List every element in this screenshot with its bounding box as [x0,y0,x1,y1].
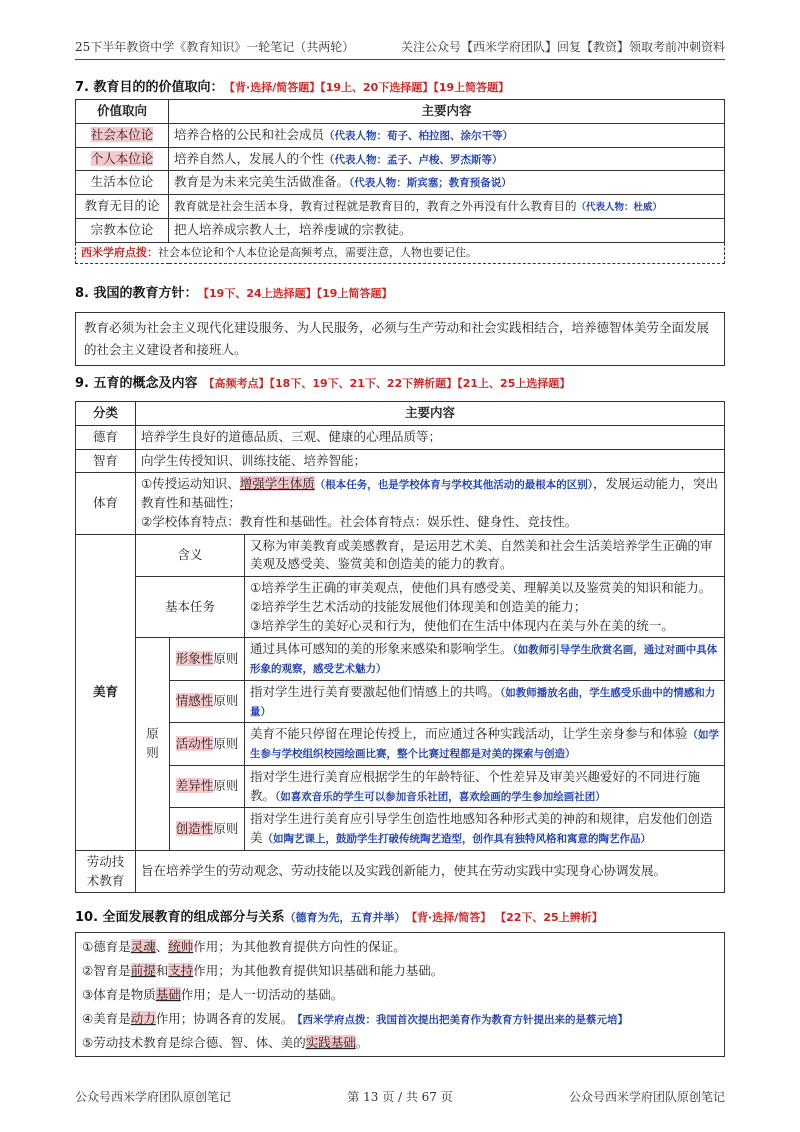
footer-left: 公众号西米学府团队原创笔记 [75,1090,232,1104]
meiyu-sub-label: 原则 [136,638,170,851]
orientation-name: 社会本位论 [90,126,154,142]
section-10-tag: 【背·选择/简答】 【22下、25上辨析】 [411,911,603,924]
table-row [76,765,725,808]
orientation-text: 把人培养成宗教人士，培养虔诚的宗教徒。 [169,218,725,242]
table-row [76,473,725,534]
orientation-text: 教育是为未来完美生活做准备。 [174,174,350,190]
principle-text: 指对学生进行美育要激起他们情感上的共鸣。 [250,683,501,699]
table-row [76,638,725,681]
principle-suffix: 原则 [213,778,239,794]
section-8-tag: 【19下、24上选择题】【19上简答题】 [203,287,393,300]
orientation-name: 教育无目的论 [76,195,169,219]
orientation-example: （代表人物：杜威） [576,201,663,213]
section-9-tag: 【高频考点】【18下、19下、21下、22下辨析题】【21上、25上选择题】 [203,377,571,390]
table-note-row [76,242,725,264]
orientation-example: （代表人物：斯宾塞；教育预备说） [349,177,512,190]
footer-right: 公众号西米学府团队原创笔记 [568,1090,725,1104]
category-text: 旨在培养学生的劳动观念、劳动技能以及实践创新能力，使其在劳动实践中实现身心协调发展。 [136,850,725,893]
relation-line: ②智育是前提和支持作用；为其他教育提供知识基础和能力基础。 [82,962,444,978]
orientation-name: 生活本位论 [76,171,169,195]
table-row [76,123,725,147]
header-right: 关注公众号【西米学府团队】回复【教资】领取考前冲刺资料 [400,40,725,54]
orientation-name: 宗教本位论 [76,218,169,242]
page-number: 第 13 页 / 共 67 页 [347,1090,453,1104]
principle-suffix: 原则 [213,650,239,666]
principle-name: 创造性 [175,820,214,836]
header-left: 25下半年教资中学《教育知识》一轮笔记（共两轮） [75,40,355,54]
category-name: 智育 [76,449,136,473]
category-name: 美育 [76,534,136,850]
task-item: ①培养学生正确的审美观点，使他们具有感受美、理解美以及鉴赏美的知识和能力。 [250,580,712,595]
category-text: 培养学生良好的道德品质、三观、健康的心理品质等； [136,425,725,449]
note-label: 【西米学府点拨： [297,1013,376,1026]
page-header [75,38,725,60]
section-7-title: 7. 教育目的的价值取向： [75,80,224,95]
table-row [76,195,725,219]
note-text: 我国首次提出把美育作为教育方针提出来的是蔡元培】 [376,1013,628,1026]
meiyu-definition: 又称为审美教育或美感教育，是运用艺术美、自然美和社会生活美培养学生正确的审美观及感受美、鉴赏美和创造美的能力的教育。 [245,534,725,577]
value-orientation-table [75,99,725,264]
note-label: 西米学府点拨： [81,245,158,259]
relation-line: ④美育是动力作用；协调各育的发展。 【西米学府点拨：我国首次提出把美育作为教育方针提出来的是蔡元培】 [82,1010,628,1026]
meiyu-tasks [245,577,725,638]
category-text: 向学生传授知识、训练技能、培养智能； [136,449,725,473]
table-row [76,850,725,893]
education-policy-box: 教育必须为社会主义现代化建设服务、为人民服务，必须与生产劳动和社会实践相结合，培养德智体美劳全面发展的社会主义建设者和接班人。 [75,312,725,366]
category-name: 德育 [76,425,136,449]
table-row [76,218,725,242]
table-row [76,171,725,195]
meiyu-sub-label: 基本任务 [136,577,245,638]
table-row [76,577,725,638]
tiyu-text: ①传授运动知识、 [141,476,240,492]
orientation-text: 培养自然人，发展人的个性 [174,150,325,166]
table-row [76,147,725,171]
principle-suffix: 原则 [213,820,239,836]
col-header-orientation: 价值取向 [76,100,169,124]
tiyu-text: ，发展运动能力，突出教育性和基础性； [141,476,718,510]
section-7-tag: 【背·选择/简答题】【19上、20下选择题】【19上简答题】 [229,81,510,94]
section-10-title: 10. 全面发展教育的组成部分与关系 [75,910,285,925]
section-8-heading [75,282,392,301]
table-row [76,534,725,577]
principle-name: 情感性 [175,693,214,709]
task-item: ③培养学生的美好心灵和行为，使他们在生活中体现内在美与外在美的统一。 [250,617,674,633]
principle-suffix: 原则 [213,693,239,709]
principle-example: （如学生参与学校组织校园绘画比赛，整个比赛过程都是对美的探索与创造） [250,729,720,760]
table-row [76,723,725,766]
col-header-content: 主要内容 [169,100,725,124]
category-text [136,473,725,534]
orientation-text: 教育就是社会生活本身，教育过程就是教育目的，教育之外再没有什么教育目的 [174,198,577,213]
principle-suffix: 原则 [213,735,239,751]
principle-example: （如教师播放名曲，学生感受乐曲中的情感和力量） [250,686,716,718]
orientation-example: （代表人物：孟子、卢梭、罗杰斯等） [324,153,503,166]
principle-text: 指对学生进行美育应根据学生的年龄特征、个性差异及审美兴趣爱好的不同进行施教。 [250,768,701,803]
tiyu-example: （根本任务，也是学校体育与学校其他活动的最根本的区别） [314,479,593,492]
task-item: ②培养学生艺术活动的技能发展他们体现美和创造美的能力； [250,598,587,614]
category-name: 劳动技术教育 [76,850,136,893]
principle-example: （如喜欢音乐的学生可以参加音乐社团，喜欢绘画的学生参加绘画社团） [275,790,606,803]
principle-text: 指对学生进行美育应引导学生创造性地感知各种形式美的神韵和规律，启发他们创造美 [250,811,713,845]
five-education-table [75,401,725,893]
principle-text: 美育不能只停留在理论传授上，而应通过各种实践活动，让学生亲身参与和体验 [250,726,688,742]
table-row [76,808,725,851]
principle-example: （如教师引导学生欣赏名画，通过对画中具体形象的观察，感受艺术魅力） [250,644,718,675]
relation-line: ①德育是灵魂、统帅作用；为其他教育提供方向性的保证。 [82,939,406,954]
relation-box [75,932,725,1057]
section-7-heading [75,76,509,95]
orientation-text: 培养合格的公民和社会成员 [174,126,325,142]
tiyu-text: ②学校体育特点：教育性和基础性。社会体育特点：娱乐性、健身性、竞技性。 [141,513,578,529]
principle-name: 差异性 [175,778,214,794]
table-row [76,680,725,723]
table-row [76,449,725,473]
col-header-content: 主要内容 [136,402,725,426]
principle-text: 通过具体可感知的美的形象来感染和影响学生。 [250,641,513,657]
principle-name: 活动性 [175,735,214,751]
note-text: 社会本位论和个人本位论是高频考点，需要注意，人物也要记住。 [158,245,477,259]
principle-example: （如陶艺课上，鼓励学生打破传统陶艺造型，创作具有独特风格和寓意的陶艺作品） [262,833,652,845]
section-10-subtitle: （德育为先，五育并举） [284,911,406,924]
relation-line: ③体育是物质基础作用；是人一切活动的基础。 [82,986,344,1002]
meiyu-sub-label: 含义 [136,534,245,577]
section-10-heading [75,906,603,925]
category-name: 体育 [76,473,136,534]
section-9-title: 9. 五育的概念及内容 [75,376,198,391]
principle-name: 形象性 [175,650,214,666]
tiyu-highlight: 增强学生体质 [239,476,315,492]
relation-line: ⑤劳动技术教育是综合德、智、体、美的实践基础。 [82,1034,369,1050]
table-row [76,425,725,449]
page-footer [75,1088,725,1105]
orientation-example: （代表人物：荀子、柏拉图、涂尔干等） [324,129,514,142]
section-9-heading [75,372,570,391]
orientation-name: 个人本位论 [90,150,154,166]
col-header-category: 分类 [76,402,136,426]
section-8-title: 8. 我国的教育方针： [75,286,198,301]
